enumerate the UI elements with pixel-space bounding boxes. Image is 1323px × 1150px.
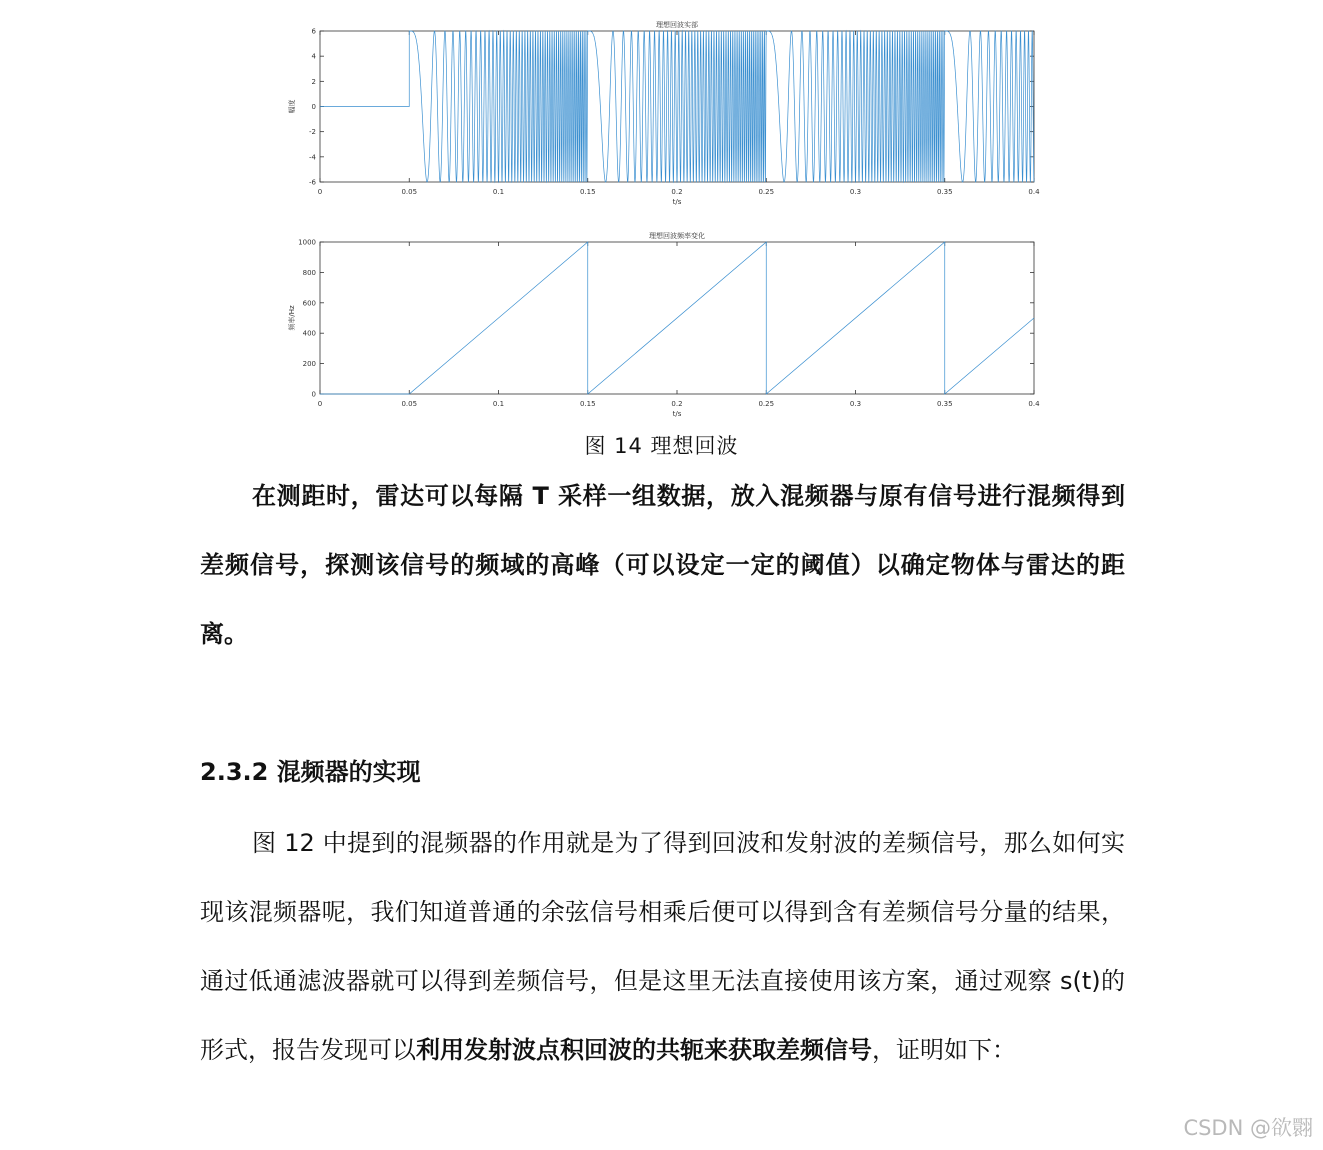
x-axis-label-2: t/s [672,410,682,418]
y-tick-label-1-0: -6 [309,178,316,187]
x-tick-label-2-2: 0.1 [492,400,505,408]
chart-echo-frequency [287,231,1040,418]
figure [0,0,1323,430]
section-heading: 2.3.2 混频器的实现 [200,758,421,786]
x-tick-label-1-5: 0.25 [758,188,775,196]
x-tick-label-2-4: 0.2 [671,400,683,408]
y-tick-label-2-4: 800 [302,268,316,277]
x-tick-label-1-8: 0.4 [1028,188,1040,196]
chart-echo-real-part [287,20,1040,206]
y-axis-label-2: 频率/Hz [288,305,296,331]
x-tick-label-2-5: 0.25 [758,400,775,408]
x-tick-label-1-2: 0.1 [492,188,505,196]
x-tick-label-1-7: 0.35 [936,188,953,196]
x-tick-label-1-6: 0.3 [849,188,862,196]
chart-title-2: 理想回波频率变化 [649,232,705,240]
chart-title-1: 理想回波实部 [656,21,698,29]
y-tick-label-2-3: 600 [302,299,316,308]
figure-caption: 图 14 理想回波 [584,434,739,458]
y-tick-label-1-4: 2 [311,77,316,86]
y-tick-label-2-1: 200 [302,360,316,369]
paragraph-mixer-text-a: 图 12 中提到的混频器的作用就是为了得到回波和发射波的差频信号，那么如何实现该混频器呢，我们知道普通的余弦信号相乘后便可以得到含有差频信号分量的结果，通过低通滤波器就可以得到差频信号，但是这里无法直接使用该方案，通过观察 s(t)的形式，报告发现可以 [200,829,1125,1064]
x-tick-label-2-3: 0.15 [579,400,596,408]
paragraph-mixer-bold: 利用发射波点积回波的共轭来获取差频信号 [416,1036,872,1064]
watermark: CSDN @欲翾 [1183,1116,1313,1140]
x-tick-label-2-1: 0.05 [401,400,418,408]
y-tick-label-2-5: 1000 [298,238,316,247]
x-tick-label-2-7: 0.35 [936,400,953,408]
x-tick-label-1-0: 0 [317,188,323,196]
y-tick-label-1-6: 6 [311,27,316,36]
y-tick-label-2-2: 400 [302,329,316,338]
y-tick-label-1-1: -4 [309,153,316,162]
x-tick-label-2-8: 0.4 [1028,400,1040,408]
y-tick-label-2-0: 0 [311,390,316,399]
y-tick-label-1-2: -2 [309,128,316,137]
y-tick-label-1-3: 0 [311,103,316,111]
paragraph-mixer-text-c: ，证明如下： [872,1036,1016,1064]
x-tick-label-1-1: 0.05 [401,188,418,196]
x-tick-label-1-3: 0.15 [579,188,596,196]
paragraph-mixer [200,809,1125,1085]
x-tick-label-1-4: 0.2 [671,188,683,196]
paragraph-ranging: 在测距时，雷达可以每隔 T 采样一组数据，放入混频器与原有信号进行混频得到差频信号，探测该信号的频域的高峰（可以设定一定的阈值）以确定物体与雷达的距离。 [200,482,1125,648]
x-tick-label-2-0: 0 [317,400,323,408]
y-axis-label-1: 幅度 [288,99,296,114]
x-tick-label-2-6: 0.3 [849,400,862,408]
y-tick-label-1-5: 4 [311,52,316,61]
x-axis-label-1: t/s [672,198,682,206]
